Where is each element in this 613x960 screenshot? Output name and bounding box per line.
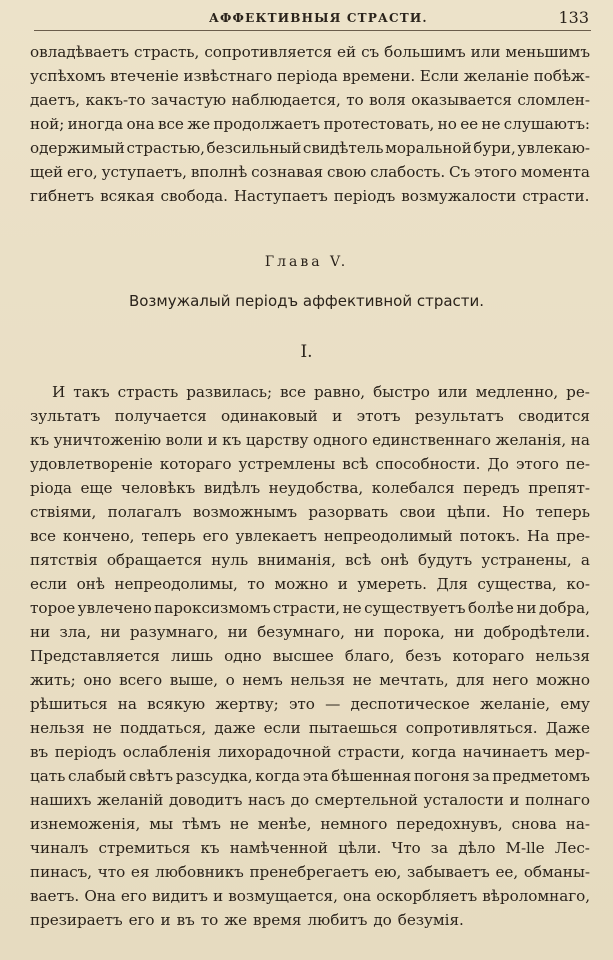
text-line: въ періодъ ослабленія лихорадочной страсти, когда начинаетъ мер- — [30, 743, 590, 761]
text-line: все кончено, теперь его увлекаетъ непреодолимый потокъ. На пре- — [30, 527, 590, 545]
text-line: щей его, уступаетъ, вполнѣ сознавая свою слабость. Съ этого момента — [30, 163, 590, 181]
section-number: I. — [300, 342, 313, 362]
text-line: зультатъ получается одинаковый и этотъ результатъ сводится — [30, 407, 590, 425]
text-line: жить; оно всего выше, о немъ нельзя не мечтать, для него можно — [30, 671, 590, 689]
chapter-label: Глава V. — [264, 254, 349, 270]
text-line: удовлетвореніе котораго устремлены всѣ способности. До этого пе- — [30, 455, 590, 473]
text-line: одержимый страстью, безсильный свидѣтель моральной бури, увлекаю- — [30, 139, 590, 157]
text-line: ваетъ. Она его видитъ и возмущается, она оскорбляетъ вѣроломнаго, — [30, 887, 590, 905]
text-line: даетъ, какъ-то зачастую наблюдается, то воля оказывается сломлен- — [30, 91, 590, 109]
chapter-title: Возмужалый періодъ аффективной страсти. — [128, 292, 485, 310]
section-paragraph — [30, 380, 590, 932]
text-line: если онѣ непреодолимы, то можно и умереть. Для существа, ко- — [30, 575, 590, 593]
running-title: АФФЕКТИВНЫЯ СТРАСТИ. — [209, 11, 428, 25]
text-line: изнеможенія, мы тѣмъ не менѣе, немного передохнувъ, снова на- — [30, 815, 590, 833]
text-line: ни зла, ни разумнаго, ни безумнаго, ни порока, ни добродѣтели. — [30, 623, 590, 641]
running-head — [34, 8, 591, 31]
continued-paragraph — [30, 40, 590, 208]
text-line: цать слабый свѣтъ разсудка, когда эта бѣшенная погоня за предметомъ — [30, 767, 590, 785]
text-line: нельзя не поддаться, даже если пытаешься сопротивляться. Даже — [30, 719, 590, 737]
text-line: торое увлечено пароксизмомъ страсти, не существуетъ болѣе ни добра, — [30, 599, 590, 617]
text-line: рѣшиться на всякую жертву; это — деспотическое желаніе, ему — [30, 695, 590, 713]
text-line: гибнетъ всякая свобода. Наступаетъ періодъ возмужалости страсти. — [30, 187, 590, 205]
text-line: ріода еще человѣкъ видѣлъ неудобства, колебался передъ препят- — [30, 479, 590, 497]
text-line: И такъ страсть развилась; все равно, быстро или медленно, ре- — [52, 383, 590, 401]
page-number: 133 — [558, 8, 589, 27]
text-line: ной; иногда она все же продолжаетъ протестовать, но ее не слушаютъ: — [30, 115, 590, 133]
text-line: пинасъ, что ея любовникъ пренебрегаетъ ею, забываетъ ее, обманы- — [30, 863, 590, 881]
text-line: ствіями, полагалъ возможнымъ разорвать свои цѣпи. Но теперь — [30, 503, 590, 521]
text-line: нашихъ желаній доводитъ насъ до смертельной усталости и полнаго — [30, 791, 590, 809]
text-line: презираетъ его и въ то же время любитъ до безумія. — [30, 911, 464, 929]
text-line: пятствія обращается нуль вниманія, всѣ онѣ будутъ устранены, а — [30, 551, 590, 569]
text-line: къ уничтоженію воли и къ царству одного единственнаго желанія, на — [30, 431, 590, 449]
text-line: чиналъ стремиться къ намѣченной цѣли. Что за дѣло M-lle Лес- — [30, 839, 590, 857]
text-line: Представляется лишь одно высшее благо, безъ котораго нельзя — [30, 647, 590, 665]
text-line: овладѣваетъ страсть, сопротивляется ей съ большимъ или меньшимъ — [30, 43, 590, 61]
text-line: успѣхомъ втеченіе извѣстнаго періода времени. Если желаніе побѣж- — [30, 67, 590, 85]
